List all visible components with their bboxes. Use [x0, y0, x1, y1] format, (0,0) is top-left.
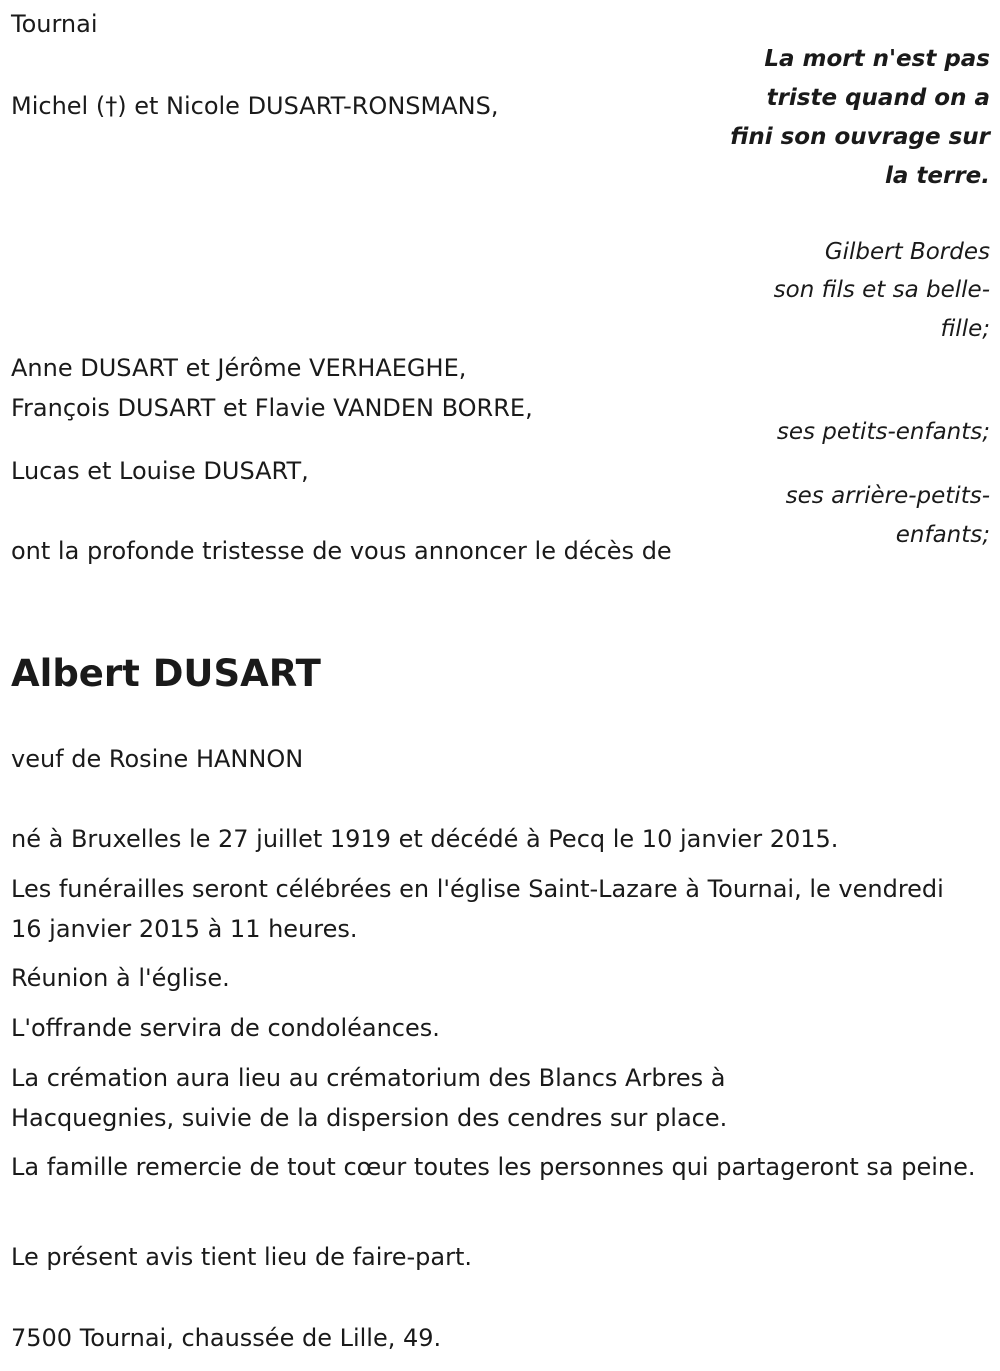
- meeting-line: Réunion à l'église.: [11, 964, 230, 992]
- grandchildren-line-1: Anne DUSART et Jérôme VERHAEGHE,: [11, 354, 467, 382]
- notice-line: Le présent avis tient lieu de faire-part.: [11, 1243, 473, 1271]
- epigraph-quote: La mort n'est pas triste quand on a fini son ouvrage sur la terre.: [730, 46, 990, 189]
- relation-grandchildren: ses petits-enfants;: [776, 419, 990, 445]
- epigraph-author: Gilbert Bordes: [824, 239, 990, 265]
- funeral-text: Les funérailles seront célébrées en l'église Saint-Lazare à Tournai, le vendredi 16 janvier 2015 à 11 heures.: [11, 875, 944, 943]
- birth-death-line: né à Bruxelles le 27 juillet 1919 et décédé à Pecq le 10 janvier 2015.: [11, 825, 839, 853]
- deceased-name: Albert DUSART: [11, 652, 321, 695]
- address-line: 7500 Tournai, chaussée de Lille, 49.: [11, 1324, 442, 1352]
- relation-great-grandchildren: ses arrière-petits-enfants;: [785, 483, 990, 548]
- great-grandchildren-line: Lucas et Louise DUSART,: [11, 457, 309, 485]
- cremation-text: La crémation aura lieu au crématorium des Blancs Arbres à Hacquegnies, suivie de la dispersion des cendres sur place.: [11, 1064, 728, 1132]
- widower-line: veuf de Rosine HANNON: [11, 745, 304, 773]
- thanks-text: La famille remercie de tout cœur toutes les personnes qui partageront sa peine.: [11, 1153, 976, 1181]
- relation-son: son fils et sa belle-fille;: [773, 277, 990, 342]
- city-heading: Tournai: [11, 10, 98, 38]
- parents-line: Michel (†) et Nicole DUSART-RONSMANS,: [11, 92, 499, 120]
- announcement-text: ont la profonde tristesse de vous annoncer le décès de: [11, 537, 672, 565]
- grandchildren-line-2: François DUSART et Flavie VANDEN BORRE,: [11, 394, 533, 422]
- offering-line: L'offrande servira de condoléances.: [11, 1014, 440, 1042]
